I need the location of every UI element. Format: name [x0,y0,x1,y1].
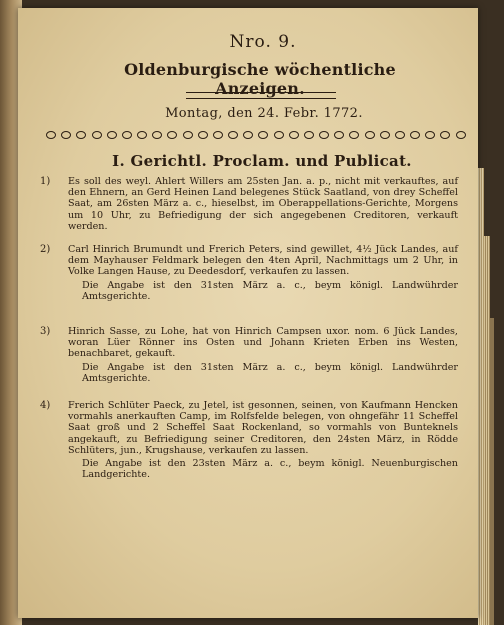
ornament-glyph [46,131,56,139]
ornament-glyph [92,131,102,139]
issue-date: Montag, den 24. Febr. 1772. [165,106,363,121]
ornament-glyph [334,131,344,139]
entry-body [68,326,458,384]
entry-body [68,176,458,232]
ornament-glyph [122,131,132,139]
entry-text: Es soll des weyl. Ahlert Willers am 25sten Jan. a. p., nicht mit verkauftes, auf den Ehnern, an Gerd Heinen Land belegenes Stück Saatland, von drey Scheffel Saat, am 26sten März a. c., hieselbst, im Oberappellations-Gerichte, Morgens um 10 Uhr, zu Befriedigung der sich angegebenen Creditoren, verkauft werden. [68,176,458,232]
ornamental-border [46,128,466,142]
ornament-glyph [380,131,390,139]
entry-note: Die Angabe ist den 23sten März a. c., beym königl. Neuenburgischen Landgerichte. [82,458,458,481]
ornament-glyph [61,131,71,139]
ornament-glyph [319,131,329,139]
entry-number: 3) [40,326,51,337]
ornament-glyph [198,131,208,139]
entry-number: 2) [40,244,51,255]
ornament-glyph [243,131,253,139]
newspaper-page [18,8,478,618]
ornament-glyph [107,131,117,139]
double-rule-divider [186,92,336,99]
ornament-glyph [440,131,450,139]
page-edge [490,318,494,625]
entry-body [68,400,458,480]
entry-note: Die Angabe ist den 31sten März a. c., beym königl. Landwührder Amtsgerichte. [82,361,458,384]
ornament-glyph [304,131,314,139]
entry-number: 1) [40,176,51,187]
ornament-glyph [365,131,375,139]
ornament-glyph [228,131,238,139]
entry-text: Frerich Schlüter Paeck, zu Jetel, ist gesonnen, seinen, von Kaufmann Hencken vormahls anerkauften Camp, im Rolfsfelde belegen, von ohngefähr 11 Scheffel Saat groß und 2 Scheffel Saat Rockenland, so vormahls von Bunteknels angekauft, zu Befriedigung seiner Creditoren, den 24sten März, in Rödde Schlüters, jun., Krugshause, verkaufen zu lassen. [68,400,458,456]
ornament-glyph [152,131,162,139]
ornament-glyph [213,131,223,139]
ornament-glyph [258,131,268,139]
ornament-glyph [425,131,435,139]
issue-number: Nro. 9. [229,32,297,52]
entry-note: Die Angabe ist den 31sten März a. c., beym königl. Landwührder Amtsgerichte. [82,279,458,302]
ornament-glyph [395,131,405,139]
ornament-glyph [456,131,466,139]
ornament-glyph [274,131,284,139]
section-heading: I. Gerichtl. Proclam. und Publicat. [112,152,412,170]
entry-text: Carl Hinrich Brumundt und Frerich Peters, sind gewillet, 4½ Jück Landes, auf dem Mayhauser Feldmark belegen den 4ten April, Nachmittags um 2 Uhr, in Volke Langen Hause, zu Deedesdorf, verkaufen zu lassen. [68,244,458,278]
ornament-glyph [349,131,359,139]
entry-body [68,244,458,302]
newspaper-title: Oldenburgische wöchentliche Anzeigen. [124,60,396,98]
ornament-glyph [289,131,299,139]
ornament-glyph [167,131,177,139]
ornament-glyph [76,131,86,139]
ornament-glyph [137,131,147,139]
ornament-glyph [410,131,420,139]
entry-text: Hinrich Sasse, zu Lohe, hat von Hinrich Campsen uxor. nom. 6 Jück Landes, woran Lüer Rönner ins Osten und Johann Krieten Erben ins Westen, benachbaret, gekauft. [68,326,458,360]
entry-number: 4) [40,400,51,411]
ornament-glyph [183,131,193,139]
